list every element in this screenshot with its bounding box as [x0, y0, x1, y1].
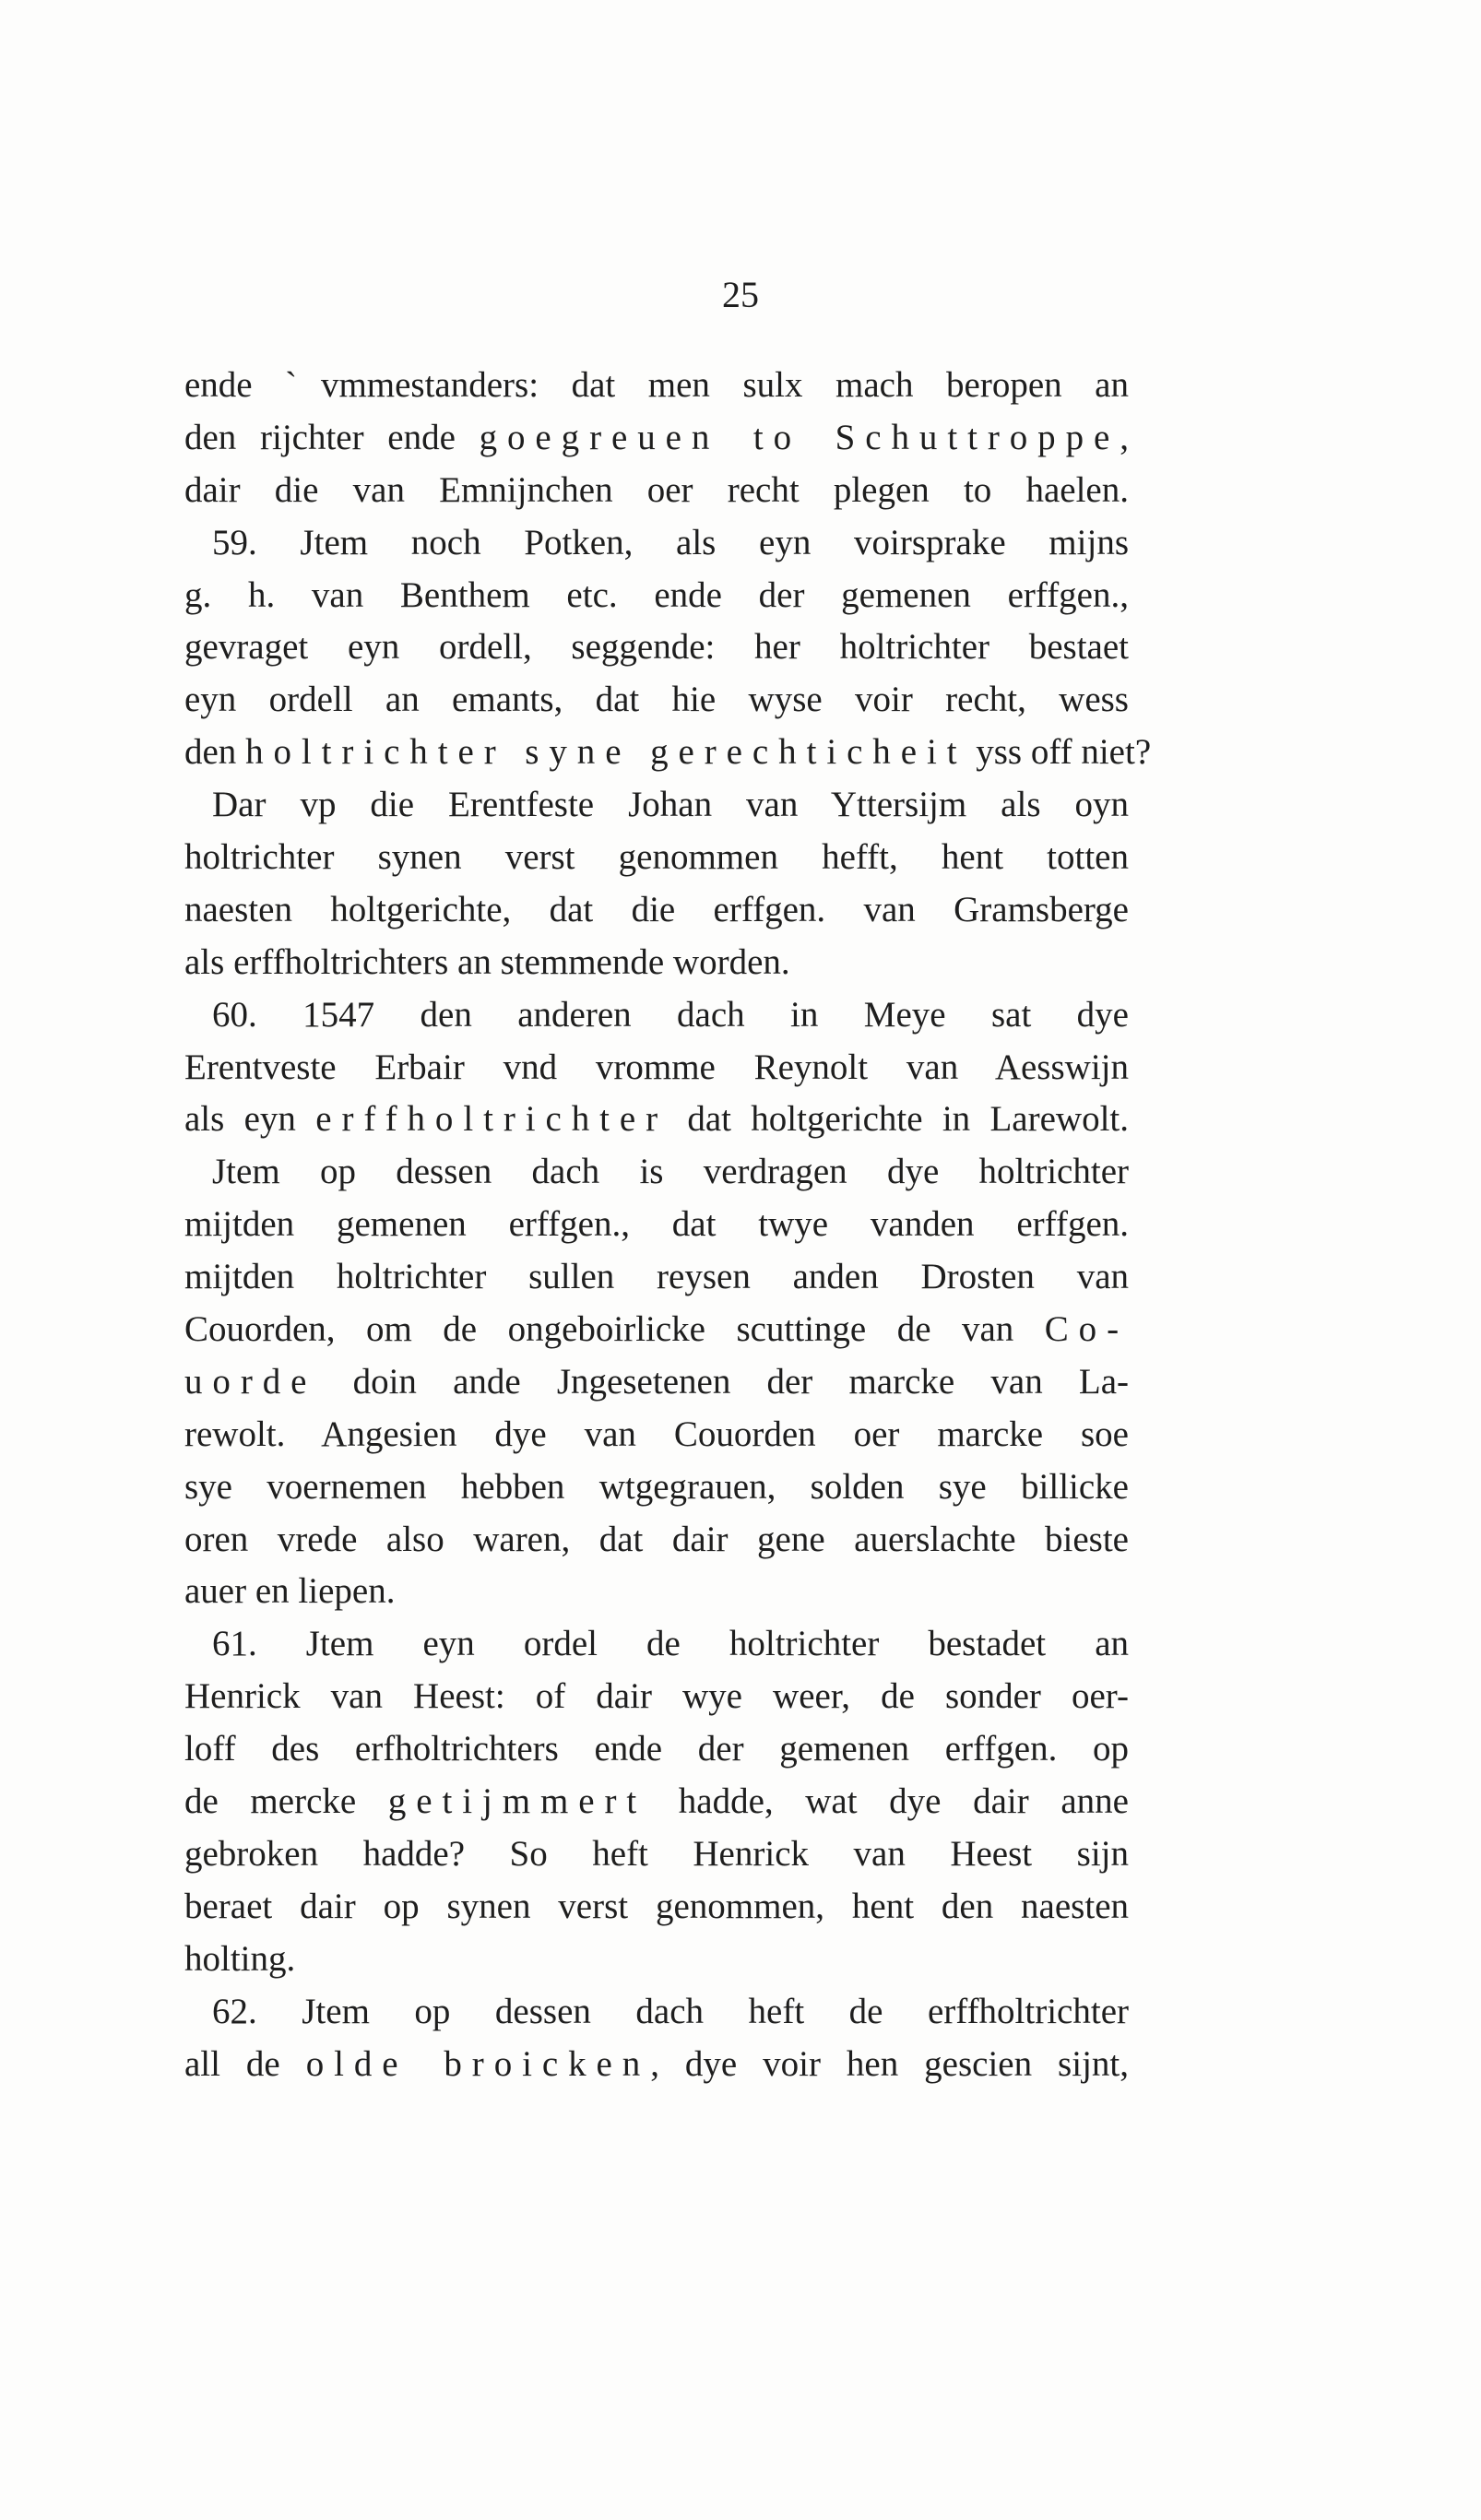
text-run: dair die van Emnijnchen oer recht plegen to haelen. [184, 469, 1129, 510]
text-run: ende ˋvmmestanders: dat men sulx mach beropen an [184, 365, 1129, 405]
text-line [184, 1566, 1129, 1618]
text-run: 62. Jtem op dessen dach heft de erffholtrichter [212, 1991, 1129, 2031]
text-run: Jtem op dessen dach is verdragen dye holtrichter [212, 1152, 1129, 1192]
text-line [184, 779, 1129, 832]
text-line [184, 884, 1129, 937]
text-run: g. h. van Benthem etc. ende der gemenen erffgen., [184, 574, 1129, 615]
spaced-emphasis-text: holtrichter syne gerechticheit [245, 732, 967, 773]
text-run: Erentveste Erbair vnd vromme Reynolt van Aesswijn [184, 1047, 1129, 1087]
text-run: yss off niet? [966, 732, 1152, 773]
text-run: als eyn [184, 1099, 316, 1140]
text-run: Henrick van Heest: of dair wye weer, de sonder oer- [184, 1676, 1129, 1717]
text-line [184, 1828, 1129, 1881]
text-line [184, 1671, 1129, 1723]
text-line [184, 517, 1129, 570]
text-line [184, 2039, 1129, 2091]
text-run: loff des erfholtrichters ende der gemenen erffgen. op [184, 1729, 1129, 1769]
text-line [184, 1356, 1129, 1409]
text-run: auer en liepen. [184, 1571, 396, 1612]
text-line [184, 1723, 1129, 1776]
text-line [184, 989, 1129, 1042]
text-line [184, 1409, 1129, 1461]
text-line [184, 1199, 1129, 1251]
text-line [184, 1251, 1129, 1304]
text-line [184, 674, 1129, 727]
text-line [184, 465, 1129, 517]
text-run: naesten holtgerichte, dat die erffgen. van Gramsberge [184, 889, 1129, 929]
spaced-emphasis-text: Co- [1044, 1309, 1129, 1350]
spaced-emphasis-text: goegreuen to Schuttroppe [479, 417, 1120, 457]
text-line [184, 727, 1152, 779]
text-line [184, 1146, 1129, 1199]
text-line [184, 570, 1129, 622]
text-run: gevraget eyn ordell, seggende: her holtrichter bestaet [184, 627, 1129, 668]
page-number: 25 [722, 274, 759, 315]
text-run: hadde, wat dye dair anne [646, 1781, 1129, 1822]
text-line [184, 360, 1129, 412]
text-run: holting. [184, 1938, 296, 1979]
text-run: den rijchter ende [184, 417, 480, 457]
text-run: , [1120, 417, 1129, 457]
spaced-emphasis-text: getijmmert [387, 1781, 647, 1822]
text-run: eyn ordell an emants, dat hie wyse voir recht, wess [184, 680, 1129, 720]
text-line [184, 1776, 1129, 1828]
text-run: 59. Jtem noch Potken, als eyn voirsprake mijns [212, 522, 1129, 562]
text-run: als erffholtrichters an stemmende worden. [184, 941, 790, 982]
text-run: Couorden, om de ongeboirlicke scuttinge de van [184, 1309, 1045, 1350]
text-line [184, 1094, 1129, 1146]
text-run: rewolt. Angesien dye van Couorden oer marcke soe [184, 1414, 1129, 1454]
text-line [184, 1986, 1129, 2039]
spaced-emphasis-text: uorde [184, 1361, 317, 1402]
page-body-text [184, 360, 1152, 2090]
text-run: sye voernemen hebben wtgegrauen, solden sye billicke [184, 1466, 1129, 1507]
text-line [184, 1881, 1129, 1934]
text-run: de mercke [184, 1781, 388, 1822]
text-line [184, 832, 1129, 884]
text-run: oren vrede also waren, dat dair gene auerslachte bieste [184, 1519, 1129, 1559]
text-line [184, 1934, 1129, 1986]
text-run: beraet dair op synen verst genommen, hent den naesten [184, 1886, 1129, 1926]
text-run: mijtden gemenen erffgen., dat twye vanden erffgen. [184, 1204, 1129, 1245]
text-run: doin ande Jngesetenen der marcke van La- [316, 1361, 1129, 1402]
text-run: gebroken hadde? So heft Henrick van Heest sijn [184, 1833, 1129, 1874]
text-run: 61. Jtem eyn ordel de holtrichter bestadet an [212, 1624, 1129, 1664]
text-run: mijtden holtrichter sullen reysen anden Drosten van [184, 1257, 1129, 1297]
spaced-emphasis-text: erffholtrichter [315, 1099, 669, 1140]
text-run: 60. 1547 den anderen dach in Meye sat dye [212, 994, 1129, 1035]
text-run: , dye voir hen gescien sijnt, [650, 2043, 1129, 2084]
text-run: dat holtgerichte in Larewolt. [668, 1099, 1129, 1140]
text-line [184, 412, 1129, 465]
text-run: all de [184, 2043, 306, 2084]
text-line [184, 1304, 1129, 1356]
spaced-emphasis-text: olde broicken [305, 2043, 651, 2084]
text-line [184, 1618, 1129, 1671]
text-line [184, 1461, 1129, 1514]
text-line [184, 1042, 1129, 1094]
text-run: Dar vp die Erentfeste Johan van Yttersijm als oyn [212, 785, 1129, 825]
text-run: den [184, 732, 246, 773]
text-run: holtrichter synen verst genommen hefft, hent totten [184, 837, 1129, 878]
text-line [184, 937, 1129, 989]
text-line [184, 621, 1129, 674]
text-line [184, 1514, 1129, 1567]
